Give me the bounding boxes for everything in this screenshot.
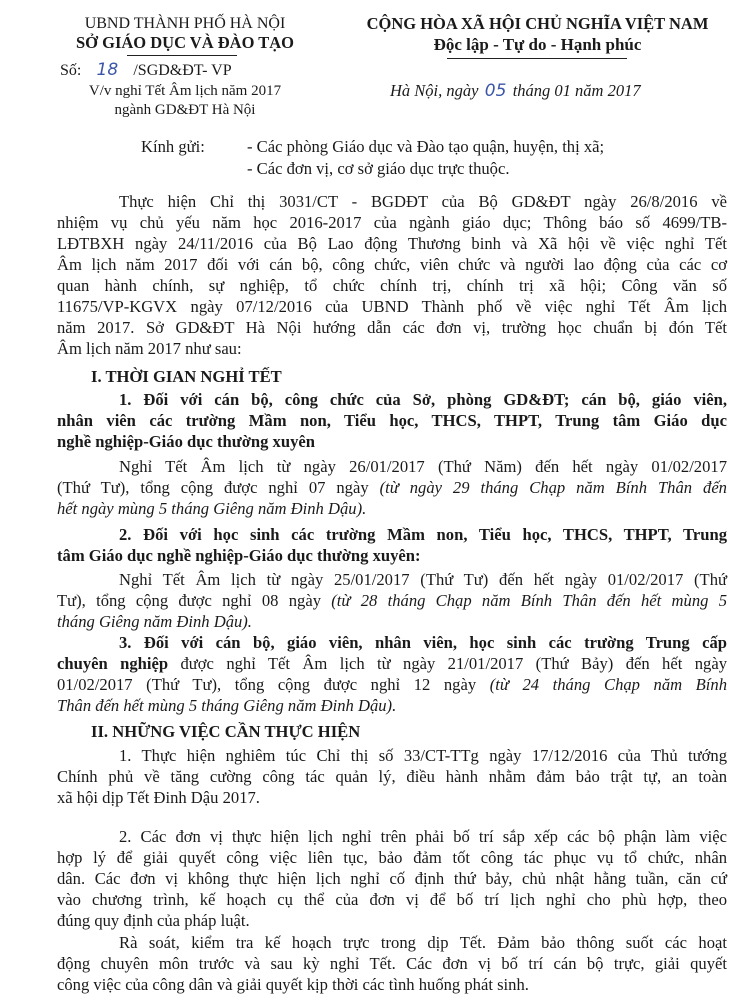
handwritten-number: 18 [96,60,119,80]
date-suffix: tháng 01 năm 2017 [512,81,641,100]
motto-underline [447,58,627,59]
intro-line: nhiệm vụ chủ yếu năm học 2016-2017 của ngành giáo dục; Thông báo số 4699/TB- [57,213,727,232]
intro-line: năm 2017. Sở GD&ĐT Hà Nội hướng dẫn các đơn vị, trường học chuẩn bị đón Tết [57,318,727,337]
section-2-title: II. NHỮNG VIỆC CẦN THỰC HIỆN [91,722,361,741]
document-number [60,60,232,81]
subject-line-1: V/v nghỉ Tết Âm lịch năm 2017 [88,83,282,99]
document-date [390,81,641,101]
org-underline [127,55,237,56]
handwritten-day: 05 [484,81,507,101]
intro-line: LĐTBXH ngày 24/11/2016 của Bộ Lao động Thương binh và Xã hội về việc nghỉ Tết [57,234,727,253]
date-prefix: Hà Nội, ngày [390,81,479,100]
item-1-body: Nghỉ Tết Âm lịch từ ngày 26/01/2017 (Thứ Năm) đến hết ngày 01/02/2017 (Thứ Tư), tổng cộng được nghỉ 07 ngày (từ ngày 29 tháng Chạp năm Bính Thân đến hết ngày mùng 5 tháng Giêng năm Đinh Dậu). [57,457,727,518]
intro-line: Âm lịch năm 2017 đối với cán bộ, công chức, viên chức và người lao động của các cơ [57,255,727,274]
number-suffix: /SGD&ĐT- VP [133,62,232,79]
item-3: 3. Đối với cán bộ, giáo viên, nhân viên, học sinh các trường Trung cấp chuyên nghiệp được nghỉ Tết Âm lịch từ ngày 21/01/2017 (Thứ Bảy) đến hết ngày 01/02/2017 (Thứ Tư), tổng cộng được nghỉ 12 ngày (từ 24 tháng Chạp năm Bính Thân đến hết mùng 5 tháng Giêng năm Đinh Dậu). [57,633,728,715]
subject-line-2: ngành GD&ĐT Hà Nội [114,102,256,118]
item-1-title: 1. Đối với cán bộ, công chức của Sở, phòng GD&ĐT; cán bộ, giáo viên, nhân viên các trường Mầm non, Tiểu học, THCS, THPT, Trung tâm Giáo dục nghề nghiệp-Giáo dục thường xuyên [57,390,727,451]
section-2-paragraph-2: 2. Các đơn vị thực hiện lịch nghỉ trên phải bố trí sắp xếp các bộ phận làm việc hợp lý để giải quyết công việc liên tục, bảo đảm tốt công tác phục vụ tổ chức, nhân dân. Các đơn vị không thực hiện lịch nghỉ cố định thứ bảy, chủ nhật hằng tuần, căn cứ vào chương trình, kế hoạch cụ thể của đơn vị để bố trí lịch nghỉ cho phù hợp, theo đúng quy định của pháp luật. [57,827,727,930]
motto-slogan: Độc lập - Tự do - Hạnh phúc [433,35,642,54]
section-1-title: I. THỜI GIAN NGHỈ TẾT [91,367,282,386]
number-prefix: Số: [60,62,82,79]
intro-paragraph [57,191,727,359]
recipient-label: Kính gửi: [141,137,205,156]
org-name-city: UBND THÀNH PHỐ HÀ NỘI [84,15,286,32]
recipient-line-2: - Các đơn vị, cơ sở giáo dục trực thuộc. [247,159,510,178]
intro-line: quan hành chính, sự nghiệp, tổ chức chính trị, chính trị xã hội; Công văn số [57,276,727,295]
item-2-body: Nghỉ Tết Âm lịch từ ngày 25/01/2017 (Thứ Tư) đến hết ngày 01/02/2017 (Thứ Tư), tổng cộng được nghỉ 08 ngày (từ 28 tháng Chạp năm Bính Thân đến hết mùng 5 tháng Giêng năm Đinh Dậu). [57,570,728,631]
intro-line: Thực hiện Chỉ thị 3031/CT - BGDĐT của Bộ GD&ĐT ngày 26/8/2016 về [119,192,727,211]
section-2-paragraph-3: Rà soát, kiểm tra kế hoạch trực trong dịp Tết. Đảm bảo thông suốt các hoạt động chuyên môn trước và sau kỳ nghỉ Tết. Các đơn vị bố trí cán bộ trực, giải quyết công việc của công dân và giải quyết kịp thời các tình huống phát sinh. [57,933,727,994]
recipient-line-1: - Các phòng Giáo dục và Đào tạo quận, huyện, thị xã; [247,137,605,156]
section-2-paragraph-1: 1. Thực hiện nghiêm túc Chỉ thị số 33/CT-TTg ngày 17/12/2016 của Thủ tướng Chính phủ về tăng cường công tác quản lý, điều hành nhằm đảm bảo trật tự, an toàn xã hội dịp Tết Đinh Dậu 2017. [57,746,727,807]
national-motto: CỘNG HÒA XÃ HỘI CHỦ NGHĨA VIỆT NAM [366,14,709,33]
org-name-department: SỞ GIÁO DỤC VÀ ĐÀO TẠO [75,33,295,52]
item-2-title: 2. Đối với học sinh các trường Mầm non, Tiểu học, THCS, THPT, Trung tâm Giáo dục nghề nghiệp-Giáo dục thường xuyên: [57,525,727,565]
intro-line: Âm lịch năm 2017 như sau: [57,339,242,358]
intro-line: 11675/VP-KGVX ngày 07/12/2016 của UBND Thành phố về việc nghỉ Tết Âm lịch [57,297,727,316]
